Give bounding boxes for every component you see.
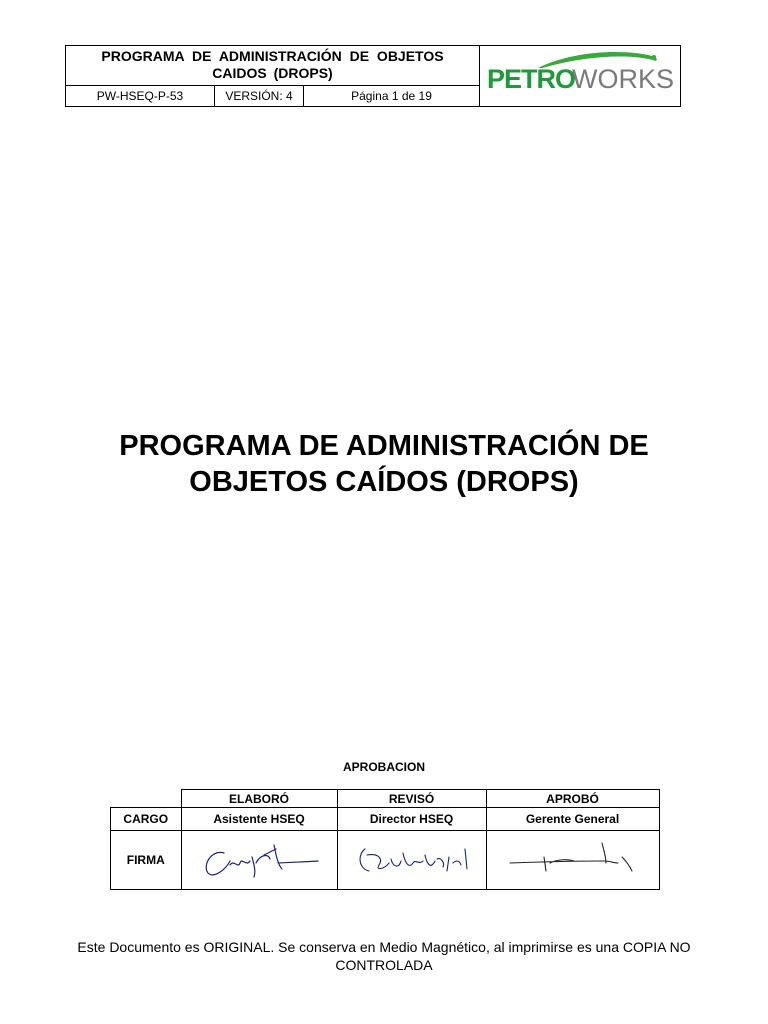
page-title: [84, 428, 684, 500]
row-label-firma: FIRMA: [111, 831, 182, 890]
signature-reviso: [337, 831, 486, 890]
signature-elaboro-image: [194, 835, 324, 885]
page-number: Página 1 de 19: [304, 86, 480, 107]
approval-header-row: [111, 790, 660, 808]
row-label-cargo: CARGO: [111, 808, 182, 831]
header-title-line2: CAIDOS (DROPS): [212, 65, 333, 81]
approval-corner-cell: [111, 790, 182, 808]
signature-reviso-image: [349, 835, 474, 885]
document-header: [65, 45, 681, 107]
cargo-reviso: Director HSEQ: [337, 808, 486, 831]
footer-line1: Este Documento es ORIGINAL. Se conserva en Medio Magnético, al imprimirse es una COPIA NO: [77, 939, 691, 955]
approval-row-firma: [111, 831, 660, 890]
signature-aprobo-image: [498, 835, 648, 885]
logo-text-petro: PETRO: [487, 64, 576, 94]
header-title-line1: PROGRAMA DE ADMINISTRACIÓN DE OBJETOS: [101, 48, 444, 64]
cargo-elaboro: Asistente HSEQ: [181, 808, 337, 831]
document-version: VERSIÓN: 4: [215, 86, 304, 107]
document-code: PW-HSEQ-P-53: [66, 86, 215, 107]
column-header-aprobo: APROBÓ: [486, 790, 659, 808]
approval-table: [110, 789, 660, 890]
column-header-reviso: REVISÓ: [337, 790, 486, 808]
signature-elaboro: [181, 831, 337, 890]
petroworks-logo: [480, 46, 681, 106]
approval-label: APROBACION: [342, 760, 425, 774]
signature-aprobo: [486, 831, 659, 890]
page-title-line1: PROGRAMA DE ADMINISTRACIÓN DE: [119, 430, 649, 462]
page-title-line2: OBJETOS CAÍDOS (DROPS): [189, 466, 579, 498]
cargo-aprobo: Gerente General: [486, 808, 659, 831]
logo-text-works: WORKS: [572, 64, 675, 94]
document-footer: [60, 938, 708, 974]
header-title: [66, 46, 480, 86]
footer-line2: CONTROLADA: [335, 957, 433, 973]
column-header-elaboro: ELABORÓ: [181, 790, 337, 808]
approval-row-cargo: [111, 808, 660, 831]
